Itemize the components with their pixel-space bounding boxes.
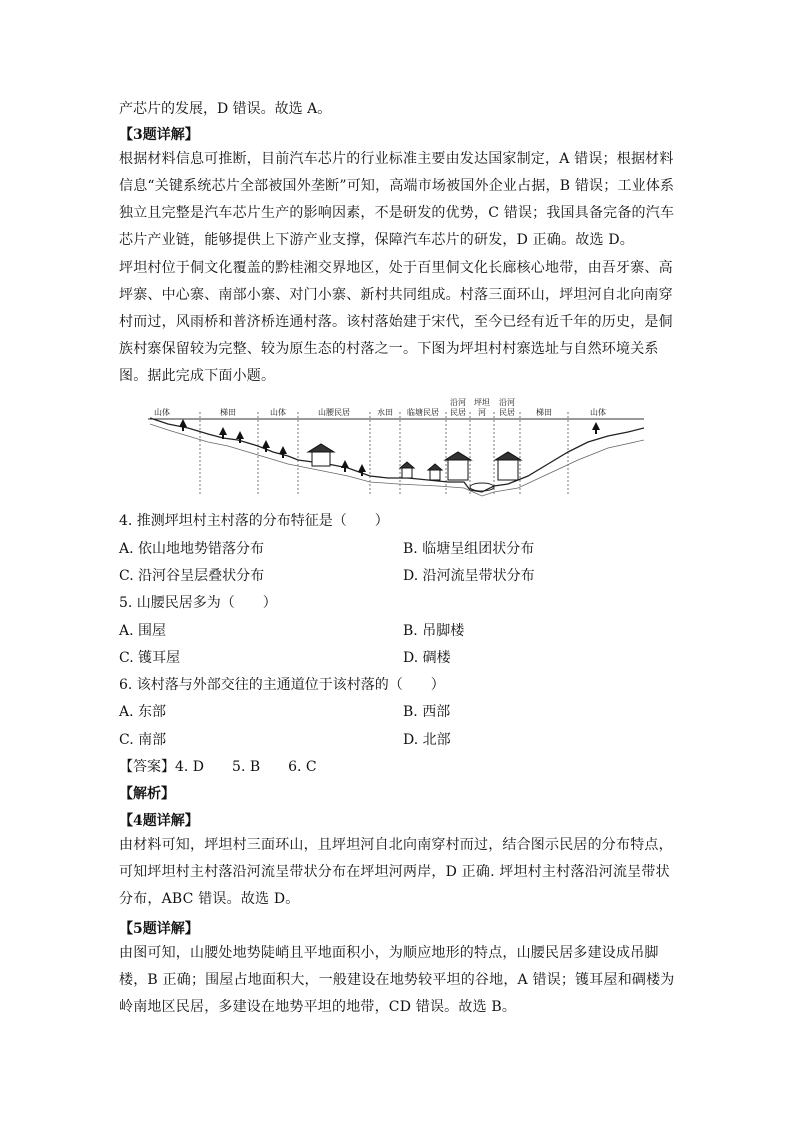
answer-line: 【答案】4. D 5. B 6. C — [119, 759, 317, 775]
option-6c: C. 南部 — [119, 732, 167, 748]
figure-label: 沿河民居 — [499, 398, 515, 417]
analysis-heading: 【解析】 — [119, 786, 175, 802]
option-4c: C. 沿河谷呈层叠状分布 — [119, 568, 265, 584]
figure-label: 山腰民居 — [318, 408, 350, 417]
option-6d: D. 北部 — [403, 732, 451, 748]
figure-label: 沿河民居 — [450, 398, 466, 417]
option-6a: A. 东部 — [119, 704, 167, 720]
option-5a: A. 围屋 — [119, 623, 167, 639]
option-4a: A. 依山地地势错落分布 — [119, 541, 265, 557]
figure-label: 山体 — [270, 408, 286, 417]
figure-label: 临塘民居 — [407, 408, 439, 417]
option-4d: D. 沿河流呈带状分布 — [403, 568, 535, 584]
terrain-line — [150, 418, 644, 492]
question-4: 4. 推测坪坦村主村落的分布特征是（ ） — [119, 513, 389, 529]
section-heading: 【5题详解】 — [119, 921, 199, 937]
paragraph: 坪坦村位于侗文化覆盖的黔桂湘交界地区，处于百里侗文化长廊核心地带，由吾牙寨、高坪寨、中心寨、南部小寨、对门小寨、新村共同组成。村落三面环山，坪坦河自北向南穿村而过，风雨桥和普济桥连通村落。该村落始建于宋代，至今已经有近千年的历史，是侗族村寨保留较为完整、较为原生态的村落之一。下图为坪坦村村寨选址与自然环境关系图。据此完成下面小题。 — [119, 260, 673, 384]
figure-label: 梯田 — [536, 408, 552, 417]
option-5d: D. 碉楼 — [403, 650, 451, 666]
option-4b: B. 临塘呈组团状分布 — [403, 541, 535, 557]
figure-label: 梯田 — [220, 408, 236, 417]
figure-label: 坪坦河 — [474, 398, 490, 417]
paragraph: 由材料可知，坪坦村三面环山，且坪坦河自北向南穿村而过，结合图示民居的分布特点，可知坪坦村主村落沿河流呈带状分布在坪坦河两岸，D 正确. 坪坦村主村落沿河流呈带状分布，ABC 错误。故选 D。 — [119, 837, 673, 907]
figure-label: 水田 — [377, 408, 393, 417]
village-cross-section-figure — [148, 394, 644, 502]
paragraph: 根据材料信息可推断，目前汽车芯片的行业标准主要由发达国家制定，A 错误；根据材料信息“关键系统芯片全部被国外垄断”可知，高端市场被国外企业占据，B 错误；工业体系独立且完整是汽车芯片生产的影响因素，不是研发的优势，C 错误；我国具备完备的汽车芯片产业链，能够提供上下游产业支撑，保障汽车芯片的研发，D 正确。故选 D。 — [119, 151, 675, 248]
question-5: 5. 山腰民居多为（ ） — [119, 595, 277, 611]
section-heading: 【4题详解】 — [119, 813, 199, 829]
figure-label: 山体 — [590, 408, 606, 417]
option-5c: C. 镬耳屋 — [119, 650, 181, 666]
figure-label: 山体 — [154, 408, 170, 417]
text-line: 产芯片的发展，D 错误。故选 A。 — [119, 101, 332, 117]
question-6: 6. 该村落与外部交往的主通道位于该村落的（ ） — [119, 677, 445, 693]
option-5b: B. 吊脚楼 — [403, 623, 465, 639]
paragraph: 由图可知，山腰处地势陡峭且平地面积小，为顺应地形的特点，山腰民居多建设成吊脚楼，B 正确；围屋占地面积大，一般建设在地势较平坦的谷地，A 错误；镬耳屋和碉楼为岭南地区民居，多建设在地势平坦的地带，CD 错误。故选 B。 — [119, 945, 675, 1015]
option-6b: B. 西部 — [403, 704, 451, 720]
section-heading: 【3题详解】 — [119, 127, 199, 143]
